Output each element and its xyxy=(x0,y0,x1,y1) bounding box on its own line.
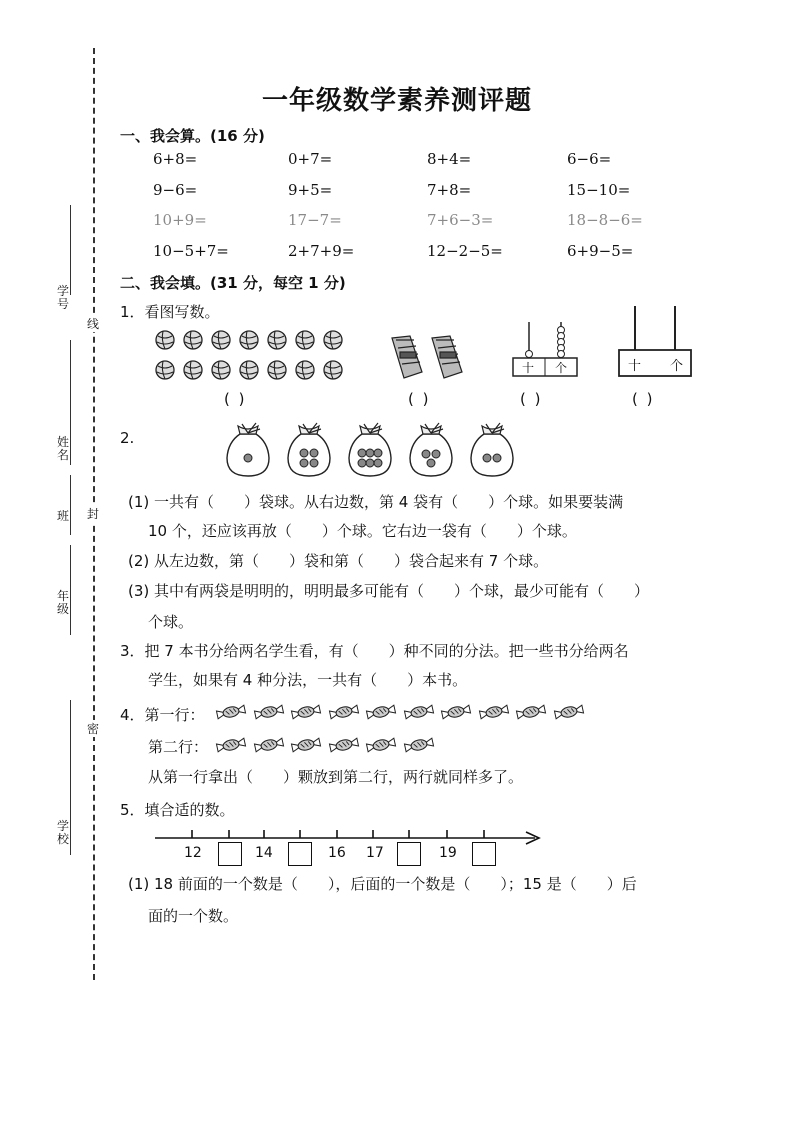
margin-label-class: 班 xyxy=(56,509,69,523)
volleyball-icon xyxy=(211,330,231,350)
abacus-small-icon xyxy=(510,318,580,380)
calc-4-1: 10−5+7= xyxy=(153,242,229,260)
abacus-small-ones-label: 个 xyxy=(555,361,568,375)
section2-heading: 二、我会填。(31 分，每空 1 分) xyxy=(120,274,346,292)
volleyball-icon xyxy=(239,360,259,380)
candy-icon xyxy=(290,702,322,722)
candy-icon xyxy=(403,702,435,722)
candy-icon xyxy=(440,702,472,722)
candy-icon xyxy=(328,735,360,755)
grade-blank[interactable] xyxy=(70,545,71,635)
stick-bundles-icon xyxy=(388,332,478,384)
q1-answer-blank-3[interactable]: ( ) xyxy=(520,390,543,408)
calc-3-2: 17−7= xyxy=(288,211,342,229)
class-blank[interactable] xyxy=(70,475,71,535)
candy-icon xyxy=(215,702,247,722)
fold-mark-secret: 密 xyxy=(86,722,99,736)
calc-3-3: 7+6−3= xyxy=(427,211,494,229)
school-blank[interactable] xyxy=(70,700,71,855)
numberline-blank-box-1[interactable] xyxy=(218,842,242,866)
margin-label-name: 姓名 xyxy=(56,435,69,462)
q2-sub2: (2) 从左边数，第（ ）袋和第（ ）袋合起来有 7 个球。 xyxy=(128,552,549,570)
numberline-label-17: 17 xyxy=(366,845,384,861)
volleyball-icon xyxy=(323,330,343,350)
numberline-label-12: 12 xyxy=(184,845,202,861)
student-number-blank[interactable] xyxy=(70,205,71,295)
numberline-label-16: 16 xyxy=(328,845,346,861)
candy-row-1 xyxy=(215,700,595,724)
volleyball-icon xyxy=(295,360,315,380)
abacus-large-tens-label: 十 xyxy=(628,359,642,374)
q2-sub3-line1: (3) 其中有两袋是明明的，明明最多可能有（ ）个球，最少可能有（ ） xyxy=(128,582,650,600)
candy-icon xyxy=(515,702,547,722)
q3-line1: 3．把 7 本书分给两名学生看，有（ ）种不同的分法。把一些书分给两名 xyxy=(120,642,629,660)
q5-sub1-line2: 面的一个数。 xyxy=(148,907,239,925)
volleyball-icon xyxy=(211,360,231,380)
volleyball-icon xyxy=(155,330,175,350)
section1-heading: 一、我会算。(16 分) xyxy=(120,127,265,145)
q1-label: 1．看图写数。 xyxy=(120,303,220,321)
candy-icon xyxy=(403,735,435,755)
candy-icon xyxy=(478,702,510,722)
q5-sub1-line1: (1) 18 前面的一个数是（ ），后面的一个数是（ ）；15 是（ ）后 xyxy=(128,875,637,893)
candy-icon xyxy=(365,702,397,722)
q1-answer-blank-4[interactable]: ( ) xyxy=(632,390,655,408)
fold-mark-line: 线 xyxy=(86,317,99,331)
calc-4-2: 2+7+9= xyxy=(288,242,355,260)
abacus-small-tens-label: 十 xyxy=(522,361,535,375)
q2-sub3-line2: 个球。 xyxy=(148,613,194,631)
calc-2-3: 7+8= xyxy=(427,181,472,199)
volleyball-icon xyxy=(155,360,175,380)
calc-1-1: 6+8= xyxy=(153,150,198,168)
volleyball-icon xyxy=(267,360,287,380)
ball-bags-group xyxy=(222,420,522,480)
calc-1-4: 6−6= xyxy=(567,150,612,168)
q2-sub1-line2: 10 个，还应该再放（ ）个球。它右边一袋有（ ）个球。 xyxy=(148,522,577,540)
calc-1-3: 8+4= xyxy=(427,150,472,168)
calc-2-4: 15−10= xyxy=(567,181,631,199)
candy-icon xyxy=(553,702,585,722)
name-blank[interactable] xyxy=(70,340,71,465)
q3-line2: 学生，如果有 4 种分法，一共有（ ）本书。 xyxy=(148,671,468,689)
numberline-label-14: 14 xyxy=(255,845,273,861)
candy-icon xyxy=(290,735,322,755)
volleyball-icon xyxy=(295,330,315,350)
ball-bag-icon xyxy=(283,420,335,480)
ball-bag-icon xyxy=(344,420,396,480)
calc-2-2: 9+5= xyxy=(288,181,333,199)
abacus-large-ones-label: 个 xyxy=(670,359,684,374)
ball-bag-icon xyxy=(405,420,457,480)
ball-bag-icon xyxy=(466,420,518,480)
calc-3-1: 10+9= xyxy=(153,211,207,229)
volleyball-icon xyxy=(183,330,203,350)
candy-row-2 xyxy=(215,733,595,757)
calc-2-1: 9−6= xyxy=(153,181,198,199)
volleyball-icon xyxy=(267,330,287,350)
ball-bag-icon xyxy=(222,420,274,480)
page-title: 一年级数学素养测评题 xyxy=(261,86,532,116)
margin-label-student-number: 学号 xyxy=(56,284,69,311)
margin-label-school: 学校 xyxy=(56,819,69,846)
q2-sub1-line1: (1) 一共有（ ）袋球。从右边数，第 4 袋有（ ）个球。如果要装满 xyxy=(128,493,624,511)
calc-1-2: 0+7= xyxy=(288,150,333,168)
volleyball-icon xyxy=(323,360,343,380)
candy-icon xyxy=(253,702,285,722)
q2-label: 2. xyxy=(120,429,135,447)
volleyball-icon xyxy=(239,330,259,350)
q4-question: 从第一行拿出（ ）颗放到第二行，两行就同样多了。 xyxy=(148,768,524,786)
q1-answer-blank-2[interactable]: ( ) xyxy=(408,390,431,408)
numberline-label-19: 19 xyxy=(439,845,457,861)
margin-label-grade: 年级 xyxy=(56,589,69,616)
q4-row1-label: 4．第一行： xyxy=(120,706,205,724)
calc-4-4: 6+9−5= xyxy=(567,242,634,260)
candy-icon xyxy=(365,735,397,755)
numberline-blank-box-3[interactable] xyxy=(397,842,421,866)
numberline-blank-box-2[interactable] xyxy=(288,842,312,866)
fold-mark-seal: 封 xyxy=(86,507,99,521)
calc-3-4: 18−8−6= xyxy=(567,211,643,229)
q1-answer-blank-1[interactable]: ( ) xyxy=(224,390,247,408)
candy-icon xyxy=(253,735,285,755)
volleyball-group xyxy=(155,330,355,390)
numberline-blank-box-4[interactable] xyxy=(472,842,496,866)
volleyball-icon xyxy=(183,360,203,380)
candy-icon xyxy=(328,702,360,722)
candy-icon xyxy=(215,735,247,755)
q5-label: 5．填合适的数。 xyxy=(120,801,235,819)
calc-4-3: 12−2−5= xyxy=(427,242,503,260)
q4-row2-label: 第二行： xyxy=(148,738,209,756)
